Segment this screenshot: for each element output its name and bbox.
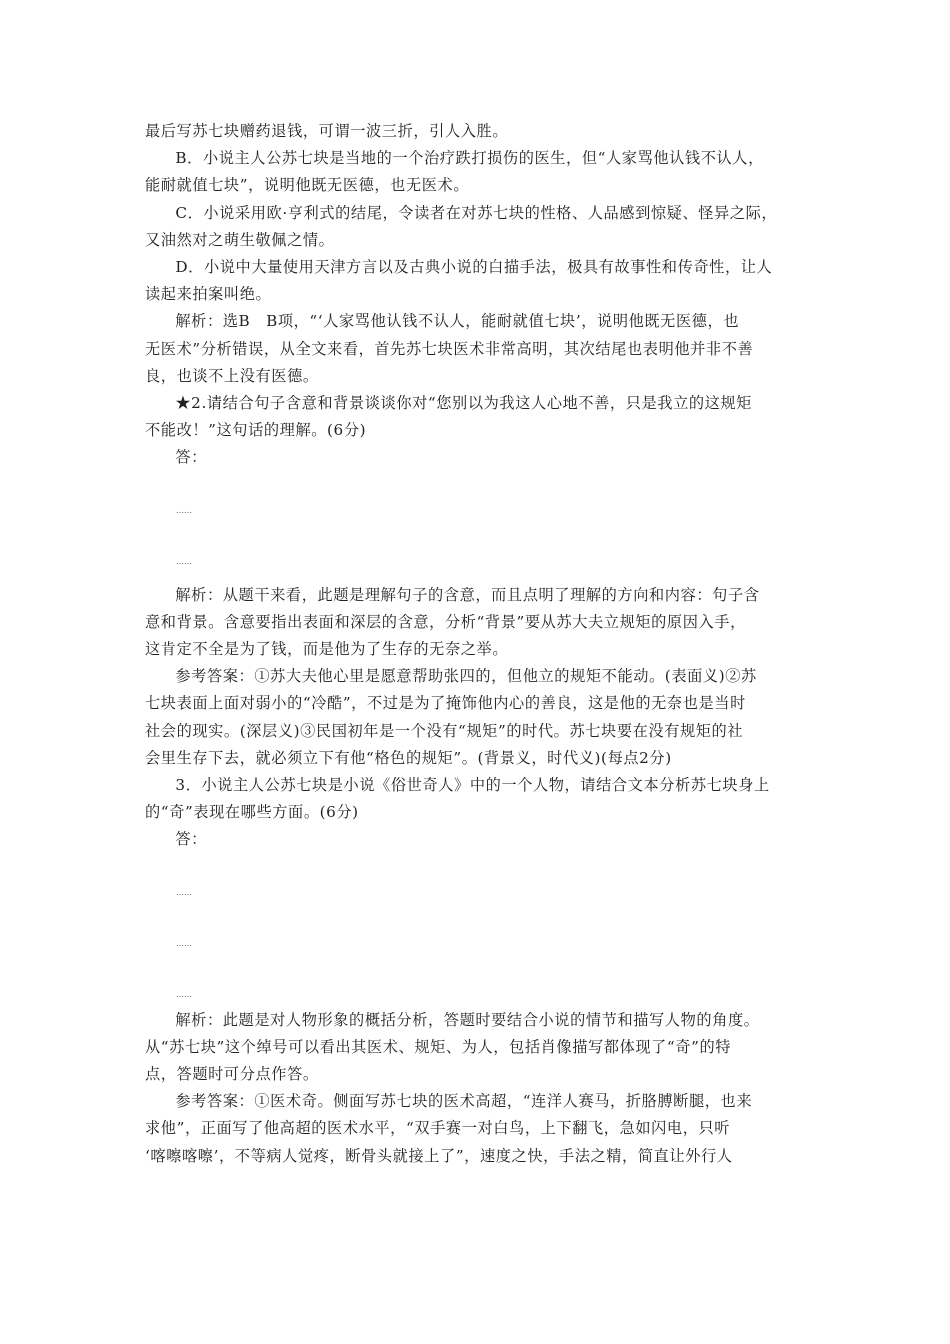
text-line: C．小说采用欧·亨利式的结尾，令读者在对苏七块的性格、人品感到惊疑、怪异之际， bbox=[175, 203, 778, 222]
question-3 bbox=[145, 772, 810, 826]
text-line: 无医术”分析错误，从全文来看，首先苏七块医术非常高明，其次结尾也表明他并非不善 bbox=[145, 339, 754, 358]
text-line: ‘喀嚓喀嚓’，不等病人觉疼，断骨头就接上了”，速度之快，手法之精，简直让外行人 bbox=[145, 1146, 733, 1165]
answer-blank-line[interactable] bbox=[145, 472, 810, 523]
text-line: 这肯定不全是为了钱，而是他为了生存的无奈之举。 bbox=[145, 640, 509, 659]
blank-marker: …… bbox=[176, 989, 192, 999]
blank-marker: …… bbox=[176, 887, 192, 897]
text-line: 会里生存下去，就必须立下有他“格色的规矩”。(背景义，时代义)(每点2分) bbox=[145, 748, 672, 767]
answer-label-q2 bbox=[145, 444, 810, 471]
text-line: 读起来拍案叫绝。 bbox=[145, 285, 272, 304]
option-d bbox=[145, 254, 810, 308]
option-a-continuation bbox=[145, 118, 810, 145]
reference-answer-q2 bbox=[145, 663, 810, 772]
blank-marker: …… bbox=[176, 556, 192, 566]
analysis-q1 bbox=[145, 308, 810, 390]
text-line: 解析：从题干来看，此题是理解句子的含意，而且点明了理解的方向和内容：句子含 bbox=[175, 585, 760, 604]
text-line: 良，也谈不上没有医德。 bbox=[145, 366, 319, 385]
text-line: 七块表面上面对弱小的“冷酷”，不过是为了掩饰他内心的善良，这是他的无奈也是当时 bbox=[145, 694, 746, 713]
text-line: B．小说主人公苏七块是当地的一个治疗跌打损伤的医生，但“人家骂他认钱不认人， bbox=[175, 149, 764, 168]
document-page bbox=[145, 118, 810, 1170]
answer-label-q3 bbox=[145, 826, 810, 853]
text-line: D．小说中大量使用天津方言以及古典小说的白描手法，极具有故事性和传奇性，让人 bbox=[175, 258, 773, 277]
text-line: 3．小说主人公苏七块是小说《俗世奇人》中的一个人物，请结合文本分析苏七块身上 bbox=[175, 776, 770, 795]
answer-blank-line[interactable] bbox=[145, 523, 810, 574]
blank-marker: …… bbox=[176, 505, 192, 515]
text-line: 解析：此题是对人物形象的概括分析，答题时要结合小说的情节和描写人物的角度。 bbox=[175, 1010, 760, 1029]
text-line: 不能改！”这句话的理解。(6分) bbox=[145, 421, 367, 440]
text-line: 参考答案：①苏大夫他心里是愿意帮助张四的，但他立的规矩不能动。(表面义)②苏 bbox=[175, 667, 757, 686]
blank-marker: …… bbox=[176, 938, 192, 948]
answer-blank-line[interactable] bbox=[145, 956, 810, 1007]
answer-blank-line[interactable] bbox=[145, 854, 810, 905]
option-c bbox=[145, 200, 810, 254]
text-line: 的“奇”表现在哪些方面。(6分) bbox=[145, 803, 359, 822]
analysis-q3 bbox=[145, 1007, 810, 1089]
text-line: 社会的现实。(深层义)③民国初年是一个没有“规矩”的时代。苏七块要在没有规矩的社 bbox=[145, 721, 744, 740]
text-line: 意和背景。含意要指出表面和深层的含意，分析“背景”要从苏大夫立规矩的原因入手， bbox=[145, 612, 746, 631]
text-line: 答： bbox=[175, 830, 207, 849]
text-line: 能耐就值七块”，说明他既无医德，也无医术。 bbox=[145, 176, 470, 195]
text-line: ★2.请结合句子含意和背景谈谈你对“您别以为我这人心地不善，只是我立的这规矩 bbox=[175, 394, 753, 413]
text-line: 从“苏七块”这个绰号可以看出其医术、规矩、为人，包括肖像描写都体现了“奇”的特 bbox=[145, 1037, 732, 1056]
text-line: 又油然对之萌生敬佩之情。 bbox=[145, 230, 335, 249]
option-b bbox=[145, 145, 810, 199]
reference-answer-q3 bbox=[145, 1088, 810, 1170]
question-2 bbox=[145, 390, 810, 444]
text-line: 点，答题时可分点作答。 bbox=[145, 1065, 319, 1084]
text-line: 求他”，正面写了他高超的医术水平，“双手赛一对白鸟，上下翻飞，急如闪电，只听 bbox=[145, 1119, 731, 1138]
text-line: 解析：选B B项，“‘人家骂他认钱不认人，能耐就值七块’，说明他既无医德，也 bbox=[175, 312, 740, 331]
answer-blank-line[interactable] bbox=[145, 905, 810, 956]
analysis-q2 bbox=[145, 582, 810, 664]
text-line: 参考答案：①医术奇。侧面写苏七块的医术高超，“连洋人赛马，折胳膊断腿，也来 bbox=[175, 1092, 753, 1111]
text-line: 答： bbox=[175, 448, 207, 467]
text-line: 最后写苏七块赠药退钱，可谓一波三折，引人入胜。 bbox=[145, 122, 509, 140]
